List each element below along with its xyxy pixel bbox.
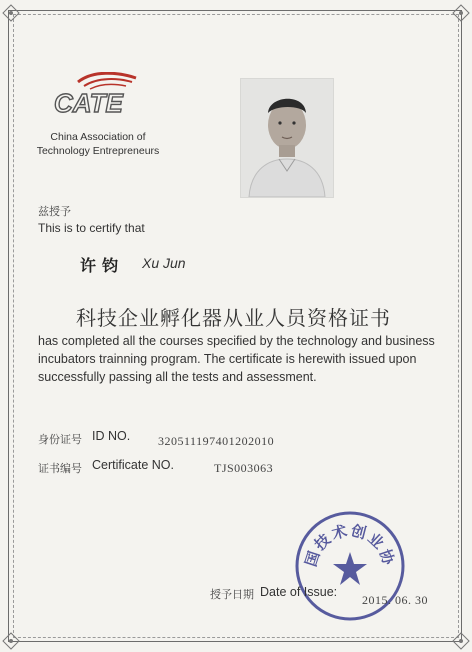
organization-name-line2: Technology Entrepreneurs xyxy=(36,145,160,157)
id-label-cn: 身份证号 xyxy=(38,433,82,446)
certificate-body: has completed all the courses specified by the technology and business incubators trainning program. The certificate is herewith issued upon successfully passing all the tests and assessment. xyxy=(38,334,435,384)
certificate-number: TJS003063 xyxy=(214,461,274,475)
date-of-issue: 2015. 06. 30 xyxy=(362,593,428,607)
corner-ornament-top-left xyxy=(2,4,20,22)
seal-star-icon xyxy=(333,552,367,585)
id-number: 320511197401202010 xyxy=(158,434,275,448)
id-label-en: ID NO. xyxy=(92,429,131,443)
date-of-issue-label-en: Date of Issue: xyxy=(260,585,338,599)
certificate-number-label-cn: 证书编号 xyxy=(38,462,82,475)
date-of-issue-label-cn: 授予日期 xyxy=(210,588,254,601)
certify-label: This is to certify that xyxy=(38,221,145,235)
holder-photo xyxy=(240,78,334,198)
corner-ornament-bottom-left xyxy=(2,632,20,650)
holder-name-cn: 许钧 xyxy=(80,256,125,275)
organization-name-line1: China Association of xyxy=(50,131,146,143)
logo-wordmark: CATE xyxy=(54,88,123,118)
cate-logo xyxy=(48,72,142,118)
seal-text: 国技术创业协 xyxy=(301,521,399,569)
corner-ornament-bottom-right xyxy=(452,632,470,650)
certificate-number-label-en: Certificate NO. xyxy=(92,458,174,472)
granted-to-label-cn: 兹授予 xyxy=(38,205,71,218)
certificate-title: 科技企业孵化器从业人员资格证书 xyxy=(76,306,391,330)
svg-text:中国技术创业协会 xyxy=(292,508,398,569)
corner-ornament-top-right xyxy=(452,4,470,22)
organization-name xyxy=(24,130,172,158)
holder-name-en: Xu Jun xyxy=(142,255,186,271)
